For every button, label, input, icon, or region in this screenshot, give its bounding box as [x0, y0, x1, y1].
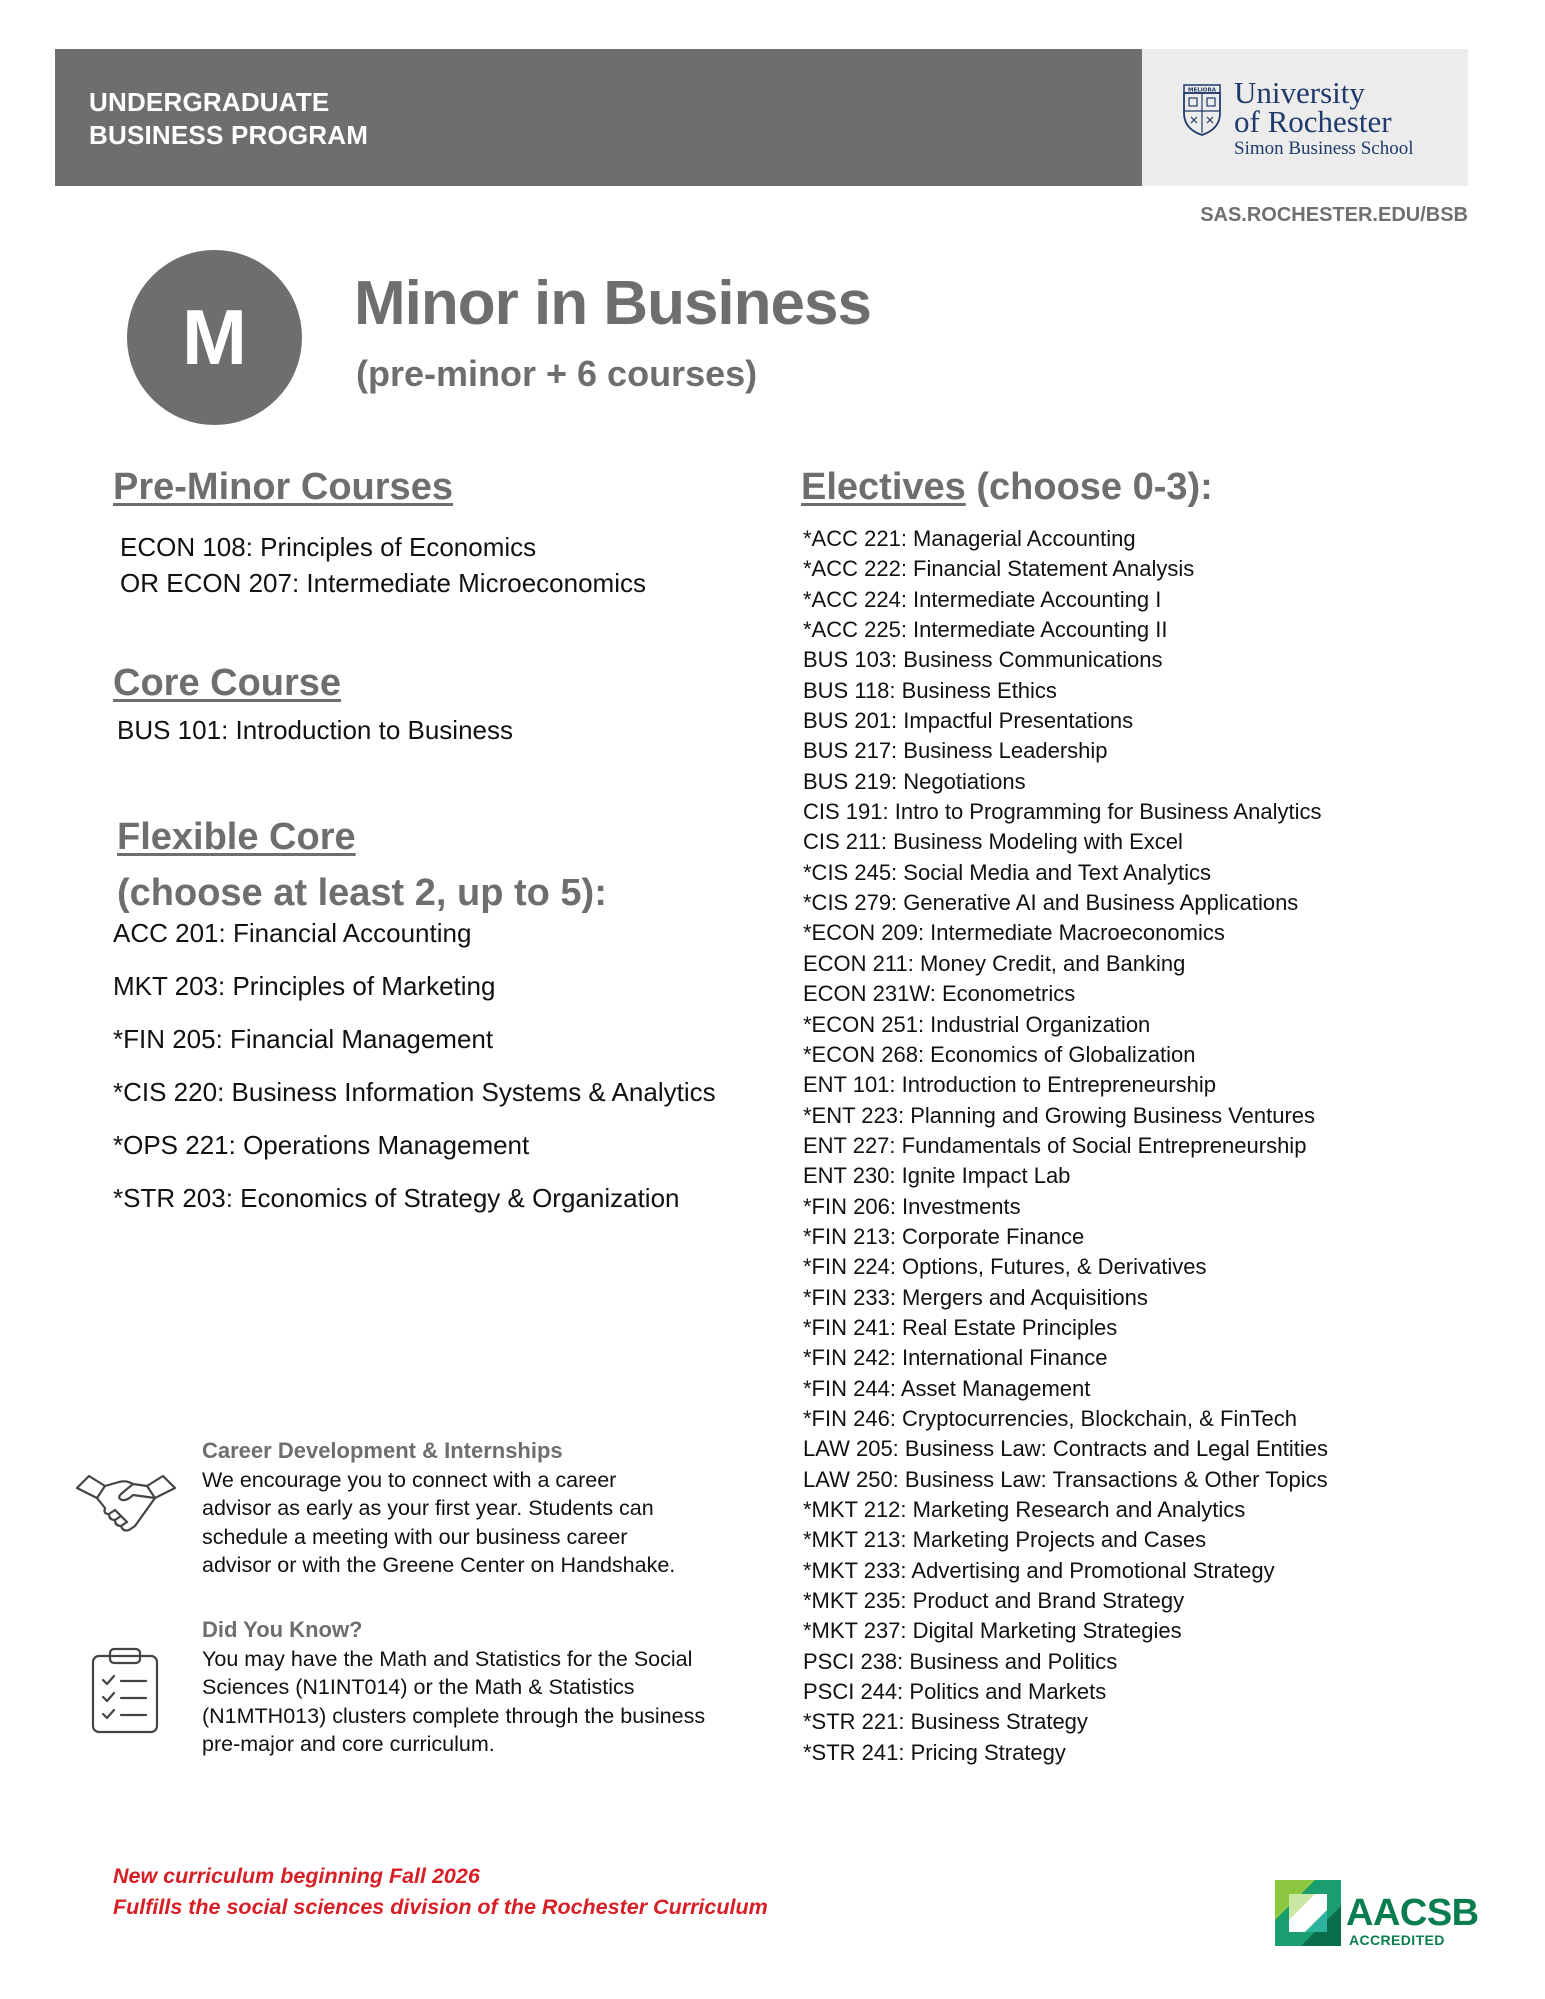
elective-item: *ECON 251: Industrial Organization — [803, 1011, 1151, 1037]
electives-heading-label: Electives — [801, 466, 966, 508]
electives-list — [803, 524, 1328, 1768]
elective-item: *CIS 245: Social Media and Text Analytics — [803, 859, 1212, 885]
elective-item: *FIN 224: Options, Futures, & Derivatives — [803, 1254, 1207, 1280]
elective-item: *FIN 242: International Finance — [803, 1345, 1108, 1371]
elective-item: *ACC 222: Financial Statement Analysis — [803, 556, 1195, 582]
career-body — [202, 1466, 762, 1579]
elective-item: *ACC 221: Managerial Accounting — [803, 526, 1136, 551]
elective-item: *FIN 213: Corporate Finance — [803, 1223, 1085, 1249]
checklist-icon — [90, 1646, 160, 1734]
career-section — [202, 1436, 762, 1579]
elective-item: BUS 201: Impactful Presentations — [803, 708, 1134, 734]
elective-item: *ECON 209: Intermediate Macroeconomics — [803, 920, 1225, 946]
elective-item: *MKT 235: Product and Brand Strategy — [803, 1588, 1185, 1614]
career-line: advisor or with the Greene Center on Handshake. — [202, 1552, 676, 1577]
elective-item: ECON 211: Money Credit, and Banking — [803, 950, 1186, 976]
elective-item: *ECON 268: Economics of Globalization — [803, 1041, 1196, 1067]
elective-item: *MKT 212: Marketing Research and Analytics — [803, 1497, 1246, 1522]
logo-text — [1234, 75, 1414, 161]
elective-item: LAW 250: Business Law: Transactions & Other Topics — [803, 1466, 1328, 1492]
elective-item: BUS 219: Negotiations — [803, 768, 1026, 794]
elective-item: ENT 101: Introduction to Entrepreneurship — [803, 1072, 1216, 1098]
elective-item: *FIN 206: Investments — [803, 1193, 1021, 1219]
site-url: SAS.ROCHESTER.EDU/BSB — [1200, 204, 1468, 226]
did-you-know-line: You may have the Math and Statistics for the Social — [202, 1647, 693, 1671]
program-title — [89, 86, 368, 152]
flexible-core-item: *FIN 205: Financial Management — [113, 1024, 494, 1054]
elective-item: *STR 221: Business Strategy — [803, 1709, 1088, 1735]
elective-item: *FIN 246: Cryptocurrencies, Blockchain, & FinTech — [803, 1405, 1297, 1431]
career-line: schedule a meeting with our business career — [202, 1524, 628, 1549]
flexible-core-subheading: (choose at least 2, up to 5): — [117, 872, 607, 914]
core-heading: Core Course — [113, 662, 342, 704]
elective-item: *FIN 241: Real Estate Principles — [803, 1314, 1118, 1340]
logo-school: Simon Business School — [1234, 138, 1414, 159]
career-line: advisor as early as your first year. Students can — [202, 1496, 654, 1521]
elective-item: *MKT 237: Digital Marketing Strategies — [803, 1618, 1182, 1644]
elective-item: BUS 103: Business Communications — [803, 647, 1163, 673]
elective-item: *FIN 233: Mergers and Acquisitions — [803, 1284, 1148, 1310]
did-you-know-line: (N1MTH013) clusters complete through the business — [202, 1703, 706, 1728]
elective-item: *CIS 279: Generative AI and Business Applications — [803, 890, 1299, 916]
career-line: We encourage you to connect with a career — [202, 1468, 617, 1492]
aacsb-logo-icon — [1275, 1880, 1341, 1946]
elective-item: ENT 227: Fundamentals of Social Entrepreneurship — [803, 1132, 1307, 1158]
elective-item: BUS 217: Business Leadership — [803, 738, 1108, 764]
logo-rochester: of Rochester — [1234, 104, 1392, 139]
handshake-icon — [75, 1468, 177, 1540]
elective-item: *MKT 233: Advertising and Promotional Strategy — [803, 1557, 1275, 1583]
pre-minor-heading: Pre-Minor Courses — [113, 466, 453, 508]
elective-item: ECON 231W: Econometrics — [803, 981, 1076, 1007]
electives-heading-note: (choose 0-3): — [965, 466, 1213, 508]
elective-item: LAW 205: Business Law: Contracts and Legal Entities — [803, 1436, 1329, 1462]
did-you-know-body — [202, 1645, 762, 1758]
elective-item: PSCI 238: Business and Politics — [803, 1648, 1118, 1674]
header-bar — [55, 49, 1142, 186]
aacsb-accredited-label: ACCREDITED — [1349, 1932, 1445, 1948]
did-you-know-line: pre-major and core curriculum. — [202, 1731, 495, 1756]
elective-item: *FIN 244: Asset Management — [803, 1375, 1091, 1401]
page-title: Minor in Business — [354, 269, 871, 338]
elective-item: *ACC 224: Intermediate Accounting I — [803, 586, 1162, 612]
did-you-know-title: Did You Know? — [202, 1617, 363, 1642]
flexible-core-item: ACC 201: Financial Accounting — [113, 918, 472, 948]
pre-minor-course-alt: OR ECON 207: Intermediate Microeconomics — [120, 568, 646, 598]
footer-note-curriculum: New curriculum beginning Fall 2026 — [113, 1864, 480, 1888]
aacsb-name: AACSB — [1346, 1892, 1479, 1934]
career-title: Career Development & Internships — [202, 1438, 563, 1463]
program-title-line2: BUSINESS PROGRAM — [89, 120, 369, 150]
elective-item: *ENT 223: Planning and Growing Business Ventures — [803, 1102, 1316, 1128]
university-logo — [1142, 49, 1468, 186]
svg-text:MELIORA: MELIORA — [1188, 87, 1216, 94]
elective-item: *STR 241: Pricing Strategy — [803, 1739, 1066, 1765]
program-title-line1: UNDERGRADUATE — [89, 87, 330, 117]
core-course: BUS 101: Introduction to Business — [117, 715, 514, 745]
elective-item: PSCI 244: Politics and Markets — [803, 1679, 1107, 1705]
flexible-core-item: *CIS 220: Business Information Systems & Analytics — [113, 1077, 716, 1107]
did-you-know-line: Sciences (N1INT014) or the Math & Statistics — [202, 1675, 635, 1700]
pre-minor-course: ECON 108: Principles of Economics — [120, 532, 537, 562]
elective-item: CIS 211: Business Modeling with Excel — [803, 829, 1183, 855]
crest-icon — [1182, 83, 1222, 137]
elective-item: *MKT 213: Marketing Projects and Cases — [803, 1527, 1207, 1553]
elective-item: BUS 118: Business Ethics — [803, 677, 1057, 703]
elective-item: *ACC 225: Intermediate Accounting II — [803, 617, 1168, 643]
elective-item: ENT 230: Ignite Impact Lab — [803, 1163, 1071, 1189]
did-you-know-section — [202, 1615, 762, 1758]
flexible-core-item: *STR 203: Economics of Strategy & Organization — [113, 1183, 680, 1213]
flexible-core-heading: Flexible Core — [117, 816, 356, 858]
flexible-core-list — [113, 918, 716, 1236]
minor-badge: M — [127, 250, 302, 425]
elective-item: CIS 191: Intro to Programming for Business Analytics — [803, 799, 1322, 825]
flexible-core-item: MKT 203: Principles of Marketing — [113, 971, 496, 1001]
logo-university: University — [1234, 75, 1365, 110]
flexible-core-item: *OPS 221: Operations Management — [113, 1130, 530, 1160]
electives-heading — [801, 464, 1213, 510]
page-subtitle: (pre-minor + 6 courses) — [356, 353, 758, 394]
footer-note-division: Fulfills the social sciences division of the Rochester Curriculum — [113, 1895, 768, 1919]
